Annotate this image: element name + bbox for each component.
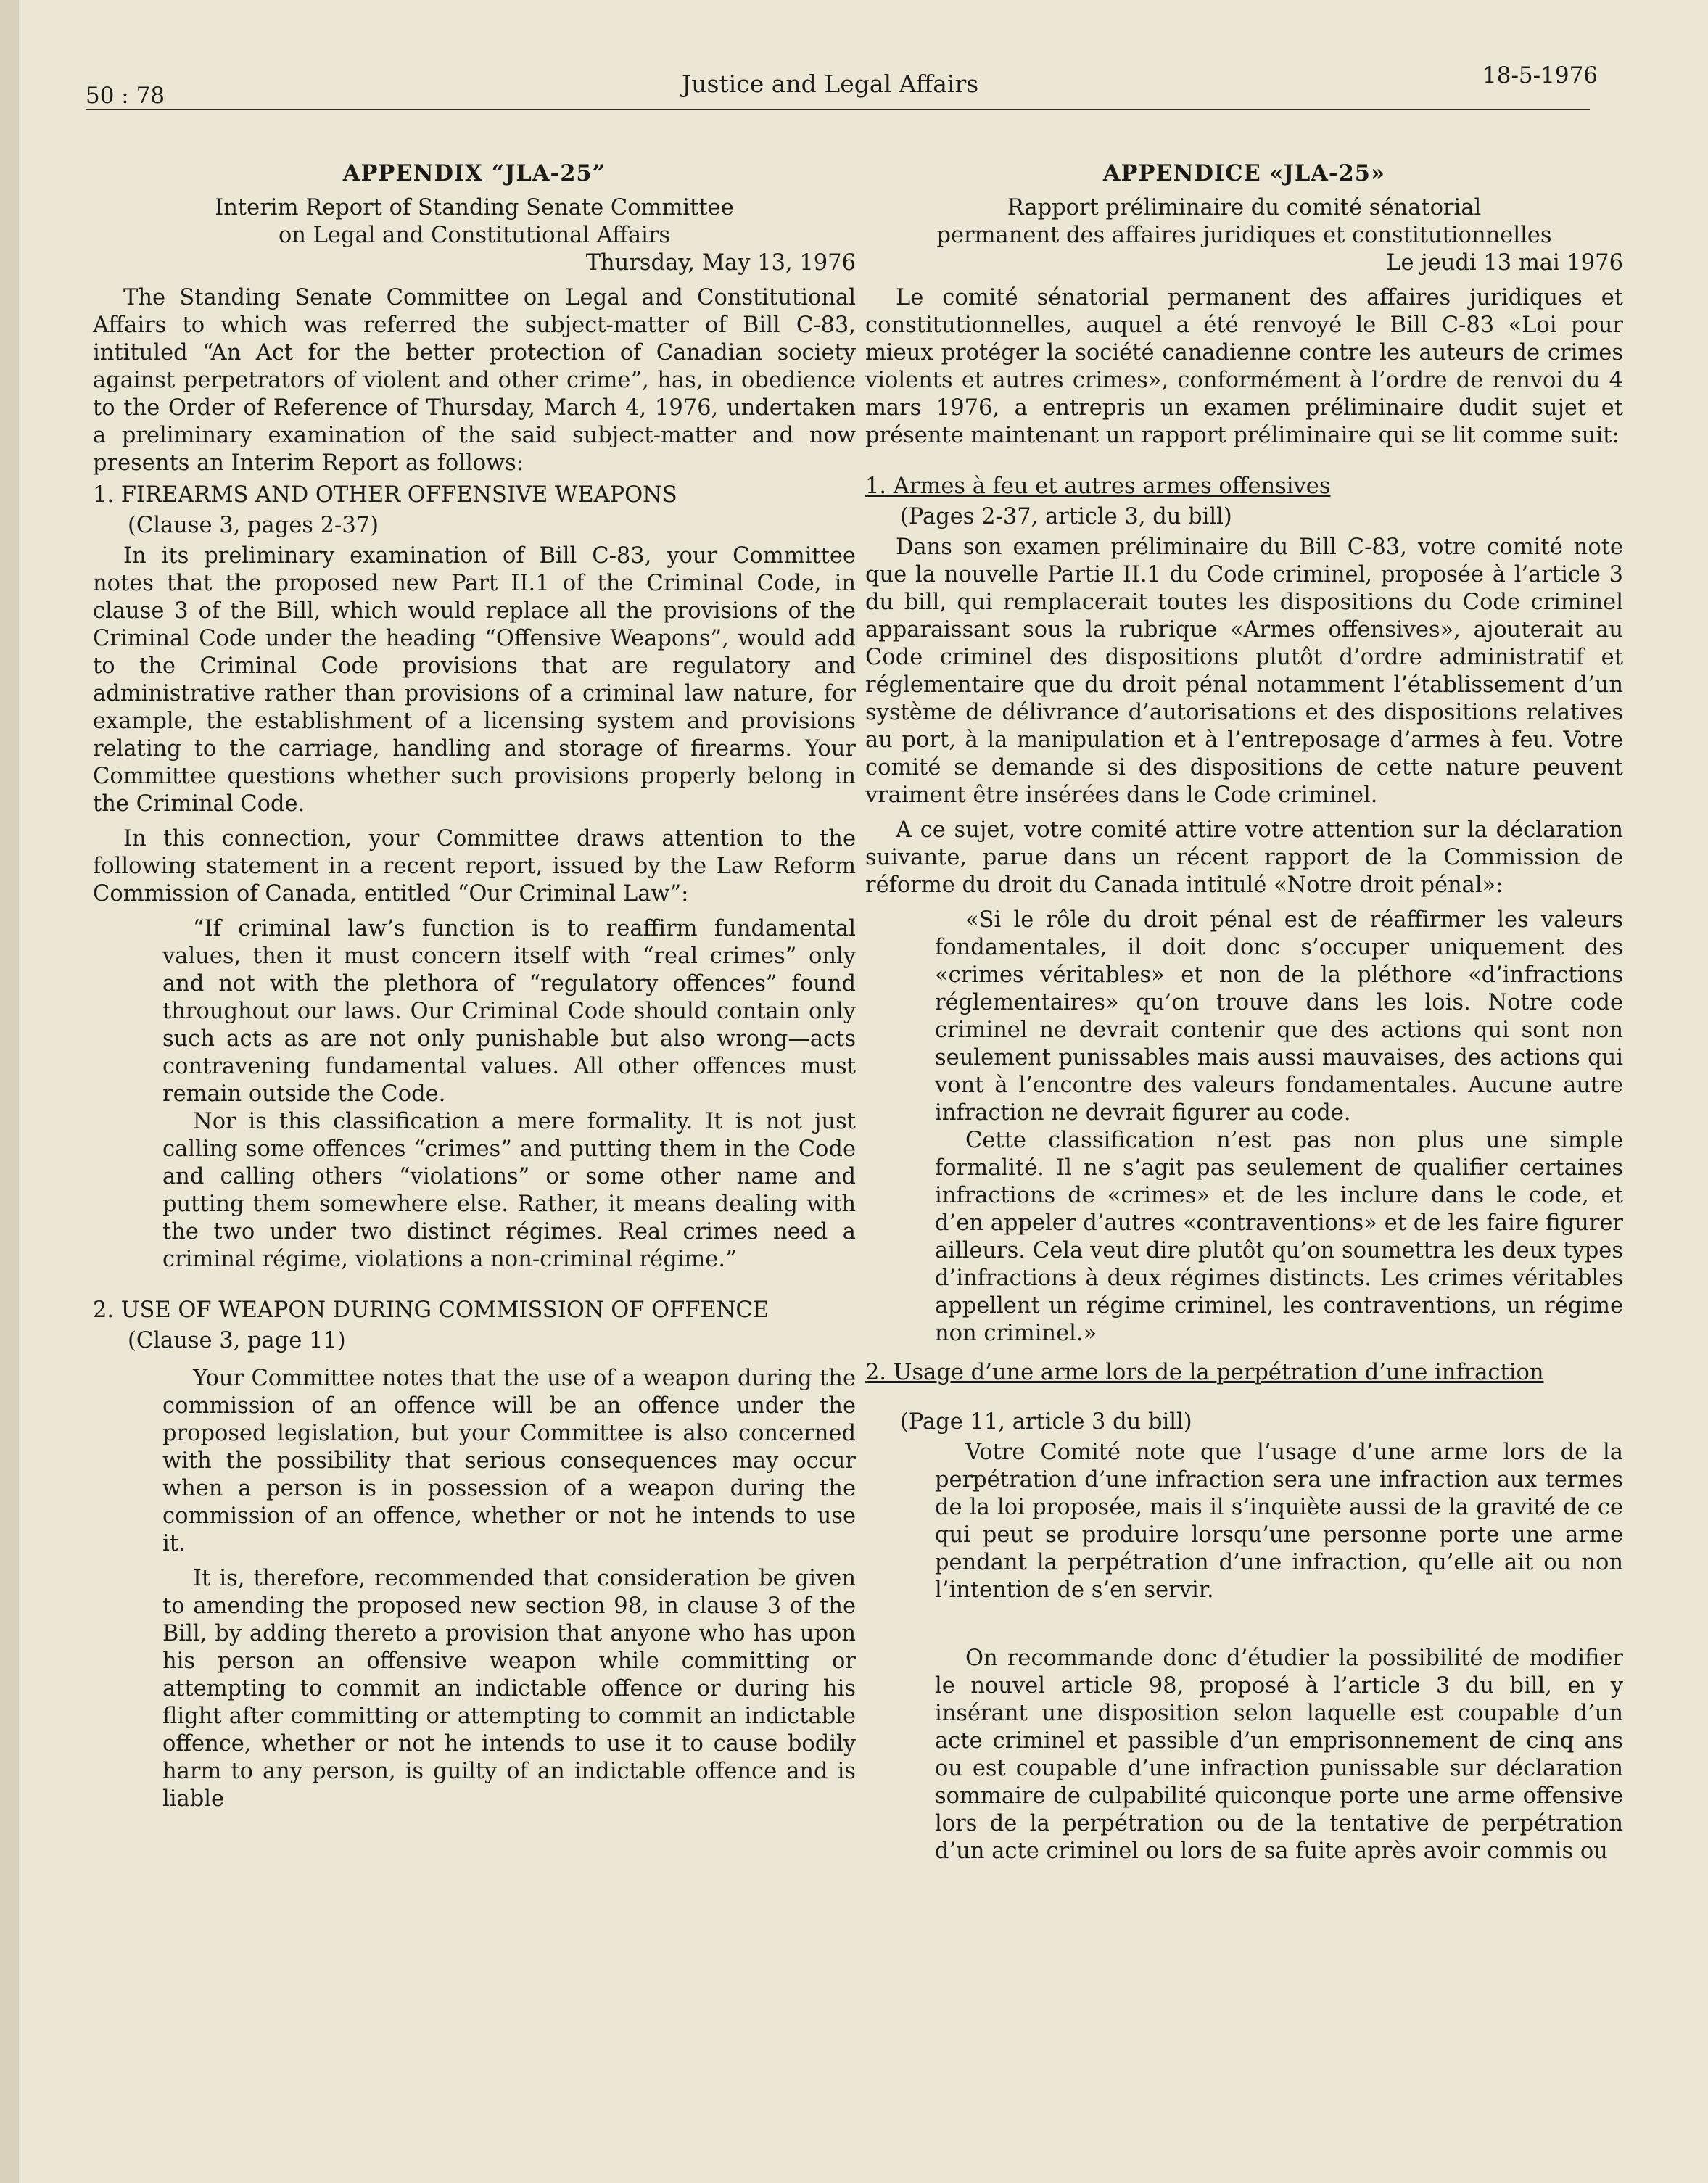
report-subtitle-en-1: Interim Report of Standing Senate Committee [215,195,734,220]
quotation-paragraph2-fr: Cette classification n’est pas non plus une simple formalité. Il ne s’agit pas seulement de qualifier certaines infractions de «crimes» et de les inclure dans le code, et d’en appeler d’autres «contraventions» et de les faire figurer ailleurs. Cela veut dire plutôt qu’on soumettra les deux types d’infractions à deux régimes distincts. Les crimes véritables appellent un régime criminel, les contraventions, un régime non criminel.» [935,1128,1623,1346]
section2-heading-en: 2. USE OF WEAPON DURING COMMISSION OF OFFENCE [93,1297,769,1323]
section1-heading-fr [865,473,1623,500]
english-column [93,160,856,1813]
intro-paragraph-en: The Standing Senate Committee on Legal and Constitutional Affairs to which was referred the subject-matter of Bill C-83, intituled “An Act for the better protection of Canadian society against perpetrators of violent and other crime”, has, in obedience to the Order of Reference of Thursday, March 4, 1976, undertaken a preliminary examination of the said subject-matter and now presents an Interim Report as follows: [93,285,856,476]
section2-paragraph1-en: Your Committee notes that the use of a weapon during the commission of an offence will be an offence under the proposed legislation, but your Committee is also concerned with the possibility that serious consequences may occur when a person is in possession of a weapon during the commission of an offence, whether or not he intends to use it. [162,1366,856,1556]
section2-paragraph2-en: It is, therefore, recommended that consideration be given to amending the proposed new section 98, in clause 3 of the Bill, by adding thereto a provision that anyone who has upon his person an offensive weapon while committing or attempting to commit an indictable offence or during his flight after committing or attempting to commit an indictable offence, whether or not he intends to use it to cause bodily harm to any person, is guilty of an indictable offence and is liable [162,1566,856,1812]
appendix-title-fr: APPENDICE «JLA-25» [1102,160,1386,186]
quotation-paragraph2-en: Nor is this classification a mere formality. It is not just calling some offences “crimes” and putting them in the Code and calling others “violations” or some other name and putting them somewhere else. Rather, it means dealing with the two under two distinct régimes. Real crimes need a criminal régime, violations a non-criminal régime.” [162,1109,856,1272]
quotation-fr [865,907,1623,1348]
section2-body-en [93,1365,856,1813]
intro-paragraph-fr: Le comité sénatorial permanent des affaires juridiques et constitutionnelles, auquel a été renvoyé le Bill C-83 «Loi pour mieux protéger la société canadienne contre les auteurs de crimes violents et autres crimes», conformément à l’ordre de renvoi du 4 mars 1976, a entrepris un examen préliminaire dudit sujet et présente maintenant un rapport préliminaire qui se lit comme suit: [865,285,1623,448]
report-date-en: Thursday, May 13, 1976 [585,250,856,276]
section2-heading-fr-text: 2. Usage d’une arme lors de la perpétration d’une infraction [865,1360,1544,1385]
quotation-paragraph1-fr: «Si le rôle du droit pénal est de réaffirmer les valeurs fondamentales, il doit donc s’occuper uniquement des «crimes véritables» et non de la pléthore «d’infractions réglementaires» qu’on trouve dans les lois. Notre code criminel ne devrait contenir que des actions qui sont non seulement punissables mais aussi mauvaises, des actions qui vont à l’encontre des valeurs fondamentales. Aucune autre infraction ne devrait figurer au code. [935,907,1623,1126]
section2-paragraph2-fr: On recommande donc d’étudier la possibilité de modifier le nouvel article 98, proposé à l’article 3 du bill, en y insérant une disposition selon laquelle est coupable d’un acte criminel et passible d’un emprisonnement de cinq ans ou est coupable d’une infraction punissable sur déclaration sommaire de culpabilité quiconque porte une arme offensive lors de la perpétration ou de la tentative de perpétration d’un acte criminel ou lors de sa fuite après avoir commis ou [935,1646,1623,1864]
header-rule [86,109,1590,110]
section2-body-fr [865,1439,1623,1865]
appendix-title-en: APPENDIX “JLA-25” [342,160,606,186]
report-subtitle-fr-1: Rapport préliminaire du comité sénatorial [1007,195,1482,220]
section1-clause-fr: (Pages 2-37, article 3, du bill) [900,504,1232,529]
report-subtitle-en-2: on Legal and Constitutional Affairs [278,223,671,248]
section1-paragraph2-en: In this connection, your Committee draws attention to the following statement in a recent report, issued by the Law Reform Commission of Canada, entitled “Our Criminal Law”: [93,826,856,907]
section1-heading-fr-text: 1. Armes à feu et autres armes offensives [865,474,1331,499]
report-date-fr: Le jeudi 13 mai 1976 [1386,250,1623,276]
page-number: 50 : 78 [86,83,165,109]
section2-clause-en: (Clause 3, page 11) [128,1328,346,1353]
section2-clause-fr: (Page 11, article 3 du bill) [900,1409,1192,1435]
quotation-en [93,915,856,1274]
page-binding-edge [0,0,19,2183]
section1-clause-en: (Clause 3, pages 2-37) [128,513,379,538]
running-title: Justice and Legal Affairs [682,70,979,98]
section1-heading-en: 1. FIREARMS AND OTHER OFFENSIVE WEAPONS [93,482,677,508]
report-subtitle-fr-2: permanent des affaires juridiques et constitutionnelles [936,223,1552,248]
section2-paragraph1-fr: Votre Comité note que l’usage d’une arme lors de la perpétration d’une infraction sera une infraction aux termes de la loi proposée, mais il s’inquiète aussi de la gravité de ce qui peut se produire lorsqu’une personne porte une arme pendant la perpétration d’une infraction, qu’elle ait ou non l’intention de s’en servir. [935,1440,1623,1603]
section2-heading-fr [865,1359,1623,1387]
quotation-paragraph1-en: “If criminal law’s function is to reaffirm fundamental values, then it must concern itself with “real crimes” only and not with the plethora of “regulatory offences” found throughout our laws. Our Criminal Code should contain only such acts as are not only punishable but also wrong—acts contravening fundamental values. All other offences must remain outside the Code. [162,916,856,1107]
section1-paragraph1-en: In its preliminary examination of Bill C-83, your Committee notes that the proposed new Part II.1 of the Criminal Code, in clause 3 of the Bill, which would replace all the provisions of the Criminal Code under the heading “Offensive Weapons”, would add to the Criminal Code provisions that are regulatory and administrative rather than provisions of a criminal law nature, for example, the establishment of a licensing system and provisions relating to the carriage, handling and storage of firearms. Your Committee questions whether such provisions properly belong in the Criminal Code. [93,543,856,817]
french-column [865,160,1623,1865]
header-date: 18-5-1976 [1482,62,1598,88]
section1-paragraph1-fr: Dans son examen préliminaire du Bill C-83, votre comité note que la nouvelle Partie II.1 du Code criminel, proposée à l’article 3 du bill, qui remplacerait toutes les dispositions du Code criminel apparaissant sous la rubrique «Armes offensives», ajouterait au Code criminel des dispositions plutôt d’ordre administratif et réglementaire que du droit pénal notamment l’établissement d’un système de délivrance d’autorisations et des dispositions relatives au port, à la manipulation et à l’entreposage d’armes à feu. Votre comité se demande si des dispositions de cette nature peuvent vraiment être insérées dans le Code criminel. [865,535,1623,808]
section1-paragraph2-fr: A ce sujet, votre comité attire votre attention sur la déclaration suivante, parue dans un récent rapport de la Commission de réforme du droit du Canada intitulé «Notre droit pénal»: [865,817,1623,898]
